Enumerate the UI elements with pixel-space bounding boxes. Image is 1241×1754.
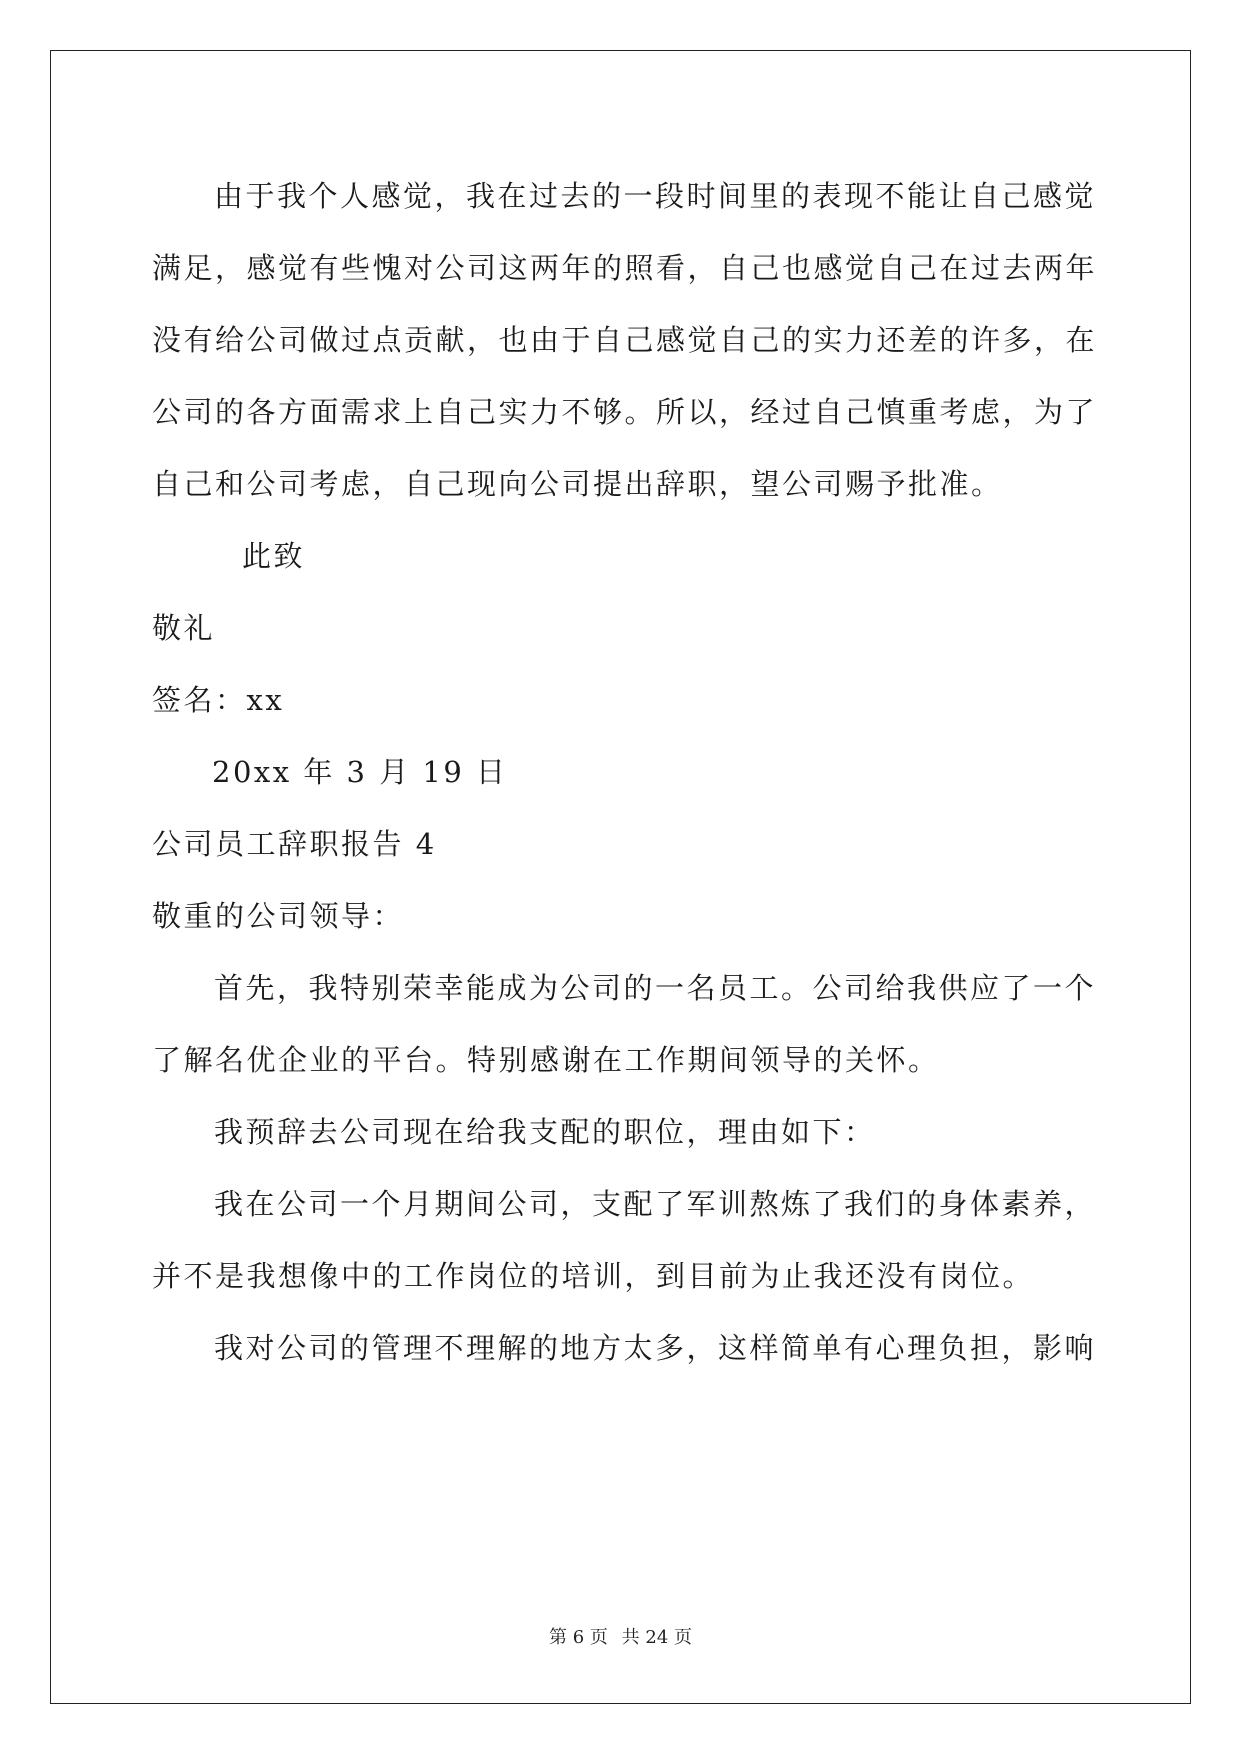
closing-greeting: 此致 <box>242 539 306 573</box>
paragraph-line: 公司的各方面需求上自己实力不够。所以，经过自己慎重考虑，为了 <box>152 395 1098 429</box>
document-body <box>152 160 1098 1384</box>
page-footer <box>0 1623 1241 1649</box>
paragraph-line: 首先，我特别荣幸能成为公司的一名员工。公司给我供应了一个 <box>214 971 1097 1005</box>
paragraph-line: 自己和公司考虑，自己现向公司提出辞职，望公司赐予批准。 <box>152 467 1003 501</box>
paragraph-line: 我在公司一个月期间公司，支配了军训熬炼了我们的身体素养， <box>214 1187 1097 1221</box>
section-title: 公司员工辞职报告 4 <box>152 827 437 861</box>
salutation: 敬重的公司领导： <box>152 899 405 933</box>
letter-date: 20xx 年 3 月 19 日 <box>212 755 508 789</box>
paragraph-line: 了解名优企业的平台。特别感谢在工作期间领导的关怀。 <box>152 1043 940 1077</box>
page-number: 第 6 页 <box>549 1627 608 1648</box>
paragraph-line: 我对公司的管理不理解的地方太多，这样简单有心理负担，影响 <box>214 1331 1097 1365</box>
paragraph-line: 我预辞去公司现在给我支配的职位，理由如下： <box>214 1115 876 1149</box>
total-pages: 共 24 页 <box>621 1627 692 1648</box>
paragraph-line: 满足，感觉有些愧对公司这两年的照看，自己也感觉自己在过去两年 <box>152 251 1098 285</box>
signature: 签名：xx <box>152 683 285 717</box>
paragraph-line: 由于我个人感觉，我在过去的一段时间里的表现不能让自己感觉 <box>214 179 1097 213</box>
paragraph-line: 没有给公司做过点贡献，也由于自己感觉自己的实力还差的许多，在 <box>152 323 1098 357</box>
closing-salute: 敬礼 <box>152 611 216 645</box>
paragraph-line: 并不是我想像中的工作岗位的培训，到目前为止我还没有岗位。 <box>152 1259 1035 1293</box>
